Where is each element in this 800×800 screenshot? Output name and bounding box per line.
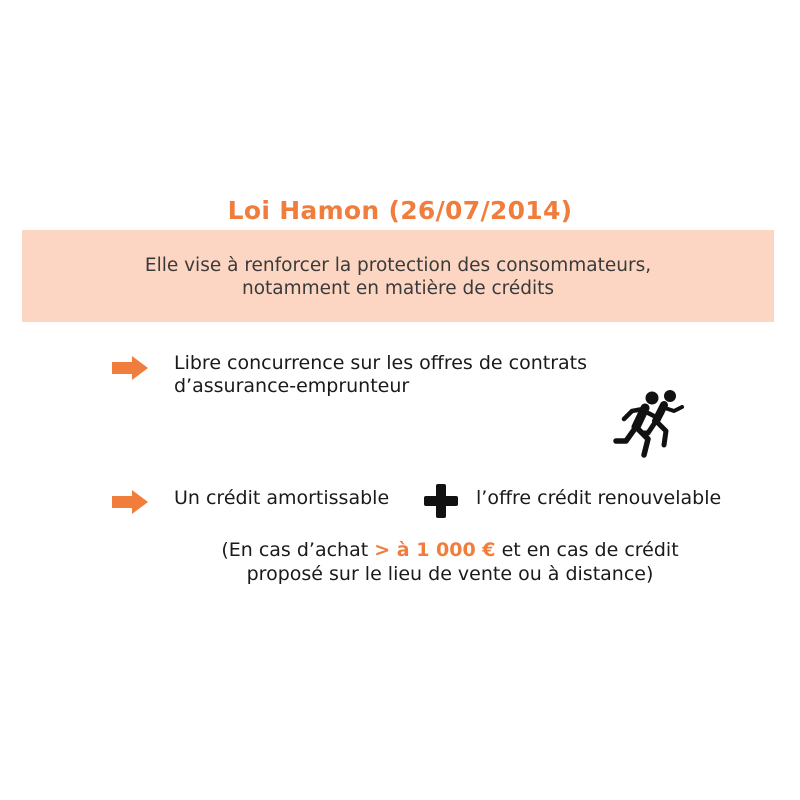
bullet-1-line-1: Libre concurrence sur les offres de contrats: [174, 352, 588, 374]
note-line-1-end: et en cas de crédit: [495, 539, 679, 561]
page-title: Loi Hamon (26/07/2014): [227, 196, 573, 225]
note-line-1-start: (En cas d’achat: [221, 539, 375, 561]
banner-line-2: notamment en matière de crédits: [241, 278, 555, 299]
plus-icon: [422, 482, 460, 520]
banner-line-1: Elle vise à renforcer la protection des consommateurs,: [144, 255, 652, 276]
arrow-right-icon: [112, 490, 148, 514]
bullet-1-line-2: d’assurance-emprunteur: [174, 375, 410, 397]
bullet-insurance-competition: [174, 352, 587, 398]
note-line-1: [0, 538, 800, 562]
note-line-2: proposé sur le lieu de vente ou à distance): [246, 563, 654, 585]
runners-icon: [612, 387, 688, 459]
amount-threshold: > à 1 000 €: [374, 539, 496, 561]
bullet-amortizable-credit: Un crédit amortissable: [174, 487, 390, 509]
arrow-right-icon: [112, 356, 148, 380]
summary-banner: [22, 230, 774, 322]
conditions-note: [0, 538, 800, 586]
bullet-revolving-credit: l’offre crédit renouvelable: [476, 487, 722, 509]
